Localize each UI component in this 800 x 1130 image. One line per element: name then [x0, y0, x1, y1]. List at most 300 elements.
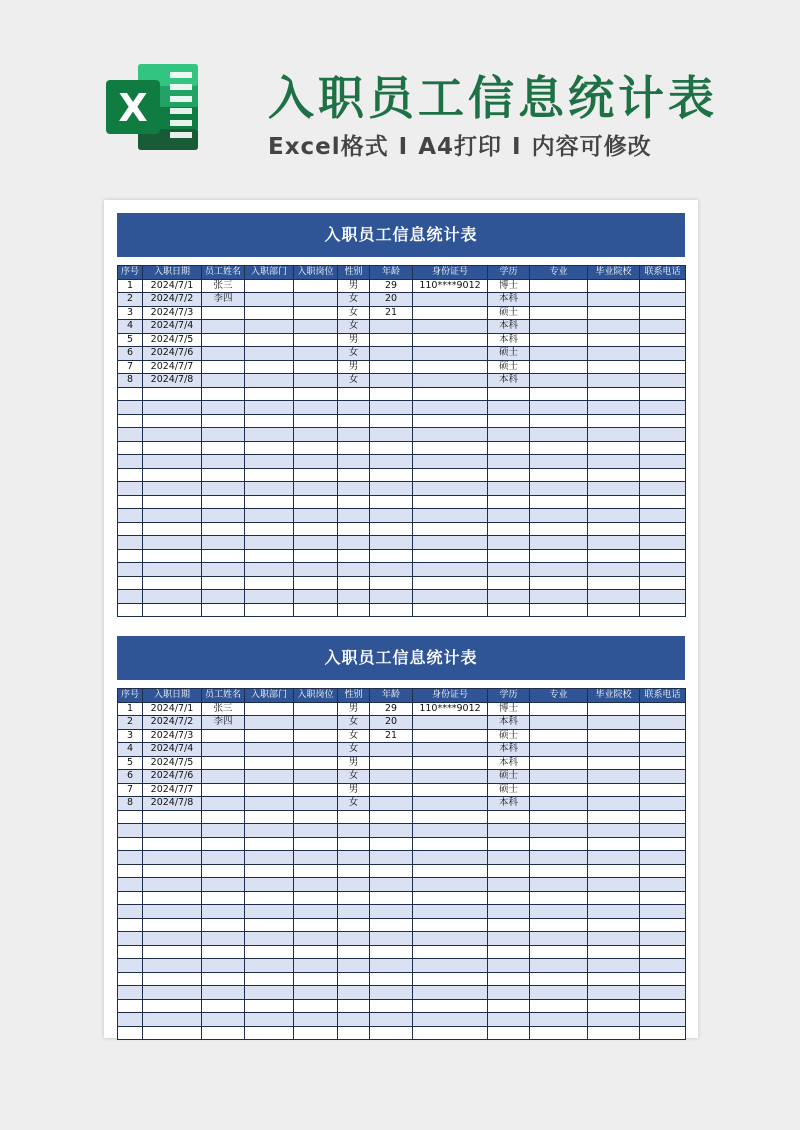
table-cell[interactable]: 女 — [338, 729, 370, 743]
table-cell[interactable] — [143, 414, 202, 428]
table-cell[interactable] — [488, 387, 530, 401]
table-cell[interactable] — [294, 959, 338, 973]
table-cell[interactable] — [530, 603, 588, 617]
table-cell[interactable] — [245, 824, 294, 838]
table-cell[interactable] — [245, 347, 294, 361]
table-cell[interactable] — [202, 959, 245, 973]
table-cell[interactable] — [640, 999, 686, 1013]
table-cell[interactable] — [413, 891, 488, 905]
table-cell[interactable] — [245, 401, 294, 415]
table-cell[interactable] — [640, 563, 686, 577]
table-cell[interactable] — [294, 414, 338, 428]
table-cell[interactable] — [588, 851, 640, 865]
table-cell[interactable] — [640, 810, 686, 824]
table-cell[interactable] — [143, 810, 202, 824]
table-cell[interactable] — [143, 918, 202, 932]
table-cell[interactable]: 6 — [118, 347, 143, 361]
table-cell[interactable] — [245, 999, 294, 1013]
table-cell[interactable] — [640, 401, 686, 415]
table-cell[interactable] — [118, 999, 143, 1013]
table-cell[interactable]: 博士 — [488, 702, 530, 716]
table-cell[interactable] — [488, 509, 530, 523]
table-cell[interactable]: 3 — [118, 306, 143, 320]
table-cell[interactable] — [488, 986, 530, 1000]
table-cell[interactable] — [413, 549, 488, 563]
table-cell[interactable] — [530, 716, 588, 730]
table-cell[interactable]: 女 — [338, 320, 370, 334]
table-cell[interactable] — [413, 509, 488, 523]
table-cell[interactable] — [245, 563, 294, 577]
table-cell[interactable] — [202, 783, 245, 797]
table-cell[interactable] — [202, 729, 245, 743]
table-cell[interactable] — [294, 333, 338, 347]
table-cell[interactable] — [413, 986, 488, 1000]
table-cell[interactable] — [530, 293, 588, 307]
table-cell[interactable] — [370, 374, 413, 388]
table-cell[interactable] — [294, 824, 338, 838]
table-cell[interactable] — [202, 482, 245, 496]
table-cell[interactable] — [202, 743, 245, 757]
table-cell[interactable] — [143, 959, 202, 973]
table-cell[interactable] — [143, 428, 202, 442]
table-cell[interactable] — [143, 932, 202, 946]
table-cell[interactable] — [413, 932, 488, 946]
table-cell[interactable]: 女 — [338, 347, 370, 361]
table-cell[interactable] — [294, 945, 338, 959]
table-cell[interactable] — [245, 851, 294, 865]
table-cell[interactable] — [588, 509, 640, 523]
table-cell[interactable] — [488, 522, 530, 536]
table-cell[interactable] — [530, 824, 588, 838]
table-cell[interactable]: 男 — [338, 279, 370, 293]
table-cell[interactable] — [370, 347, 413, 361]
table-cell[interactable]: 本科 — [488, 716, 530, 730]
table-cell[interactable] — [294, 468, 338, 482]
table-cell[interactable] — [370, 549, 413, 563]
table-cell[interactable]: 5 — [118, 756, 143, 770]
table-cell[interactable] — [245, 702, 294, 716]
table-cell[interactable] — [530, 306, 588, 320]
table-cell[interactable] — [294, 878, 338, 892]
table-cell[interactable] — [588, 878, 640, 892]
table-cell[interactable]: 硕士 — [488, 360, 530, 374]
table-cell[interactable] — [202, 986, 245, 1000]
table-cell[interactable] — [413, 972, 488, 986]
table-cell[interactable] — [370, 576, 413, 590]
table-cell[interactable] — [338, 603, 370, 617]
table-cell[interactable] — [370, 455, 413, 469]
table-cell[interactable] — [588, 1013, 640, 1027]
table-cell[interactable] — [588, 495, 640, 509]
table-cell[interactable] — [245, 590, 294, 604]
table-cell[interactable] — [294, 320, 338, 334]
table-cell[interactable] — [530, 918, 588, 932]
table-cell[interactable] — [338, 509, 370, 523]
table-cell[interactable] — [530, 986, 588, 1000]
table-cell[interactable] — [202, 837, 245, 851]
table-cell[interactable] — [413, 770, 488, 784]
table-cell[interactable] — [370, 918, 413, 932]
table-cell[interactable] — [588, 905, 640, 919]
table-cell[interactable] — [413, 333, 488, 347]
table-cell[interactable] — [488, 603, 530, 617]
table-cell[interactable] — [640, 360, 686, 374]
table-cell[interactable] — [588, 576, 640, 590]
table-cell[interactable] — [245, 603, 294, 617]
table-cell[interactable]: 男 — [338, 702, 370, 716]
table-cell[interactable] — [245, 716, 294, 730]
table-cell[interactable] — [413, 1013, 488, 1027]
table-cell[interactable] — [143, 455, 202, 469]
table-cell[interactable] — [143, 999, 202, 1013]
table-cell[interactable]: 硕士 — [488, 729, 530, 743]
table-cell[interactable] — [640, 333, 686, 347]
table-cell[interactable] — [202, 563, 245, 577]
table-cell[interactable] — [370, 837, 413, 851]
table-cell[interactable] — [370, 770, 413, 784]
table-cell[interactable] — [588, 959, 640, 973]
table-cell[interactable] — [245, 414, 294, 428]
table-cell[interactable] — [294, 972, 338, 986]
table-cell[interactable] — [588, 468, 640, 482]
table-cell[interactable] — [338, 536, 370, 550]
table-cell[interactable] — [143, 441, 202, 455]
table-cell[interactable] — [245, 293, 294, 307]
table-cell[interactable] — [338, 428, 370, 442]
table-cell[interactable] — [588, 932, 640, 946]
table-cell[interactable] — [640, 918, 686, 932]
table-cell[interactable] — [245, 522, 294, 536]
table-cell[interactable] — [370, 824, 413, 838]
table-cell[interactable] — [640, 851, 686, 865]
table-cell[interactable]: 女 — [338, 770, 370, 784]
table-cell[interactable] — [202, 603, 245, 617]
table-cell[interactable] — [640, 891, 686, 905]
table-cell[interactable] — [143, 522, 202, 536]
table-cell[interactable] — [488, 905, 530, 919]
table-cell[interactable]: 本科 — [488, 374, 530, 388]
table-cell[interactable] — [202, 891, 245, 905]
table-cell[interactable] — [370, 536, 413, 550]
table-cell[interactable] — [202, 810, 245, 824]
table-cell[interactable] — [530, 932, 588, 946]
table-cell[interactable] — [294, 603, 338, 617]
table-cell[interactable] — [413, 468, 488, 482]
table-cell[interactable] — [488, 837, 530, 851]
table-cell[interactable]: 3 — [118, 729, 143, 743]
table-cell[interactable] — [202, 824, 245, 838]
table-cell[interactable] — [245, 837, 294, 851]
table-cell[interactable] — [413, 945, 488, 959]
table-cell[interactable]: 男 — [338, 360, 370, 374]
table-cell[interactable] — [294, 360, 338, 374]
table-cell[interactable] — [245, 1026, 294, 1040]
table-cell[interactable] — [294, 864, 338, 878]
table-cell[interactable] — [202, 428, 245, 442]
table-cell[interactable] — [370, 509, 413, 523]
table-cell[interactable] — [640, 536, 686, 550]
table-cell[interactable] — [488, 999, 530, 1013]
table-cell[interactable] — [338, 878, 370, 892]
table-cell[interactable] — [143, 468, 202, 482]
table-cell[interactable] — [588, 401, 640, 415]
table-cell[interactable] — [338, 851, 370, 865]
table-cell[interactable] — [530, 576, 588, 590]
table-cell[interactable] — [143, 509, 202, 523]
table-cell[interactable]: 本科 — [488, 293, 530, 307]
table-cell[interactable] — [413, 783, 488, 797]
table-cell[interactable] — [143, 905, 202, 919]
table-cell[interactable] — [294, 576, 338, 590]
table-cell[interactable]: 女 — [338, 797, 370, 811]
table-cell[interactable] — [245, 932, 294, 946]
table-cell[interactable] — [118, 810, 143, 824]
table-cell[interactable] — [370, 999, 413, 1013]
table-cell[interactable] — [202, 945, 245, 959]
table-cell[interactable]: 硕士 — [488, 783, 530, 797]
table-cell[interactable] — [294, 482, 338, 496]
table-cell[interactable] — [413, 810, 488, 824]
table-cell[interactable] — [294, 1013, 338, 1027]
table-cell[interactable] — [413, 999, 488, 1013]
table-cell[interactable] — [640, 468, 686, 482]
table-cell[interactable]: 4 — [118, 743, 143, 757]
table-cell[interactable] — [588, 837, 640, 851]
table-cell[interactable] — [530, 468, 588, 482]
table-cell[interactable] — [202, 1026, 245, 1040]
table-cell[interactable] — [640, 347, 686, 361]
table-cell[interactable] — [370, 986, 413, 1000]
table-cell[interactable] — [370, 959, 413, 973]
table-cell[interactable] — [413, 360, 488, 374]
table-cell[interactable] — [202, 1013, 245, 1027]
table-cell[interactable]: 2024/7/4 — [143, 320, 202, 334]
table-cell[interactable] — [588, 1026, 640, 1040]
table-cell[interactable] — [245, 756, 294, 770]
table-cell[interactable]: 女 — [338, 716, 370, 730]
table-cell[interactable] — [202, 536, 245, 550]
table-cell[interactable] — [294, 986, 338, 1000]
table-cell[interactable] — [413, 536, 488, 550]
table-cell[interactable] — [488, 891, 530, 905]
table-cell[interactable] — [588, 918, 640, 932]
table-cell[interactable] — [530, 905, 588, 919]
table-cell[interactable]: 博士 — [488, 279, 530, 293]
table-cell[interactable] — [245, 783, 294, 797]
table-cell[interactable] — [294, 1026, 338, 1040]
table-cell[interactable] — [413, 482, 488, 496]
table-cell[interactable] — [143, 549, 202, 563]
table-cell[interactable] — [588, 387, 640, 401]
table-cell[interactable]: 本科 — [488, 333, 530, 347]
table-cell[interactable] — [143, 576, 202, 590]
table-cell[interactable] — [118, 603, 143, 617]
table-cell[interactable]: 2024/7/6 — [143, 347, 202, 361]
table-cell[interactable] — [202, 864, 245, 878]
table-cell[interactable] — [245, 770, 294, 784]
table-cell[interactable] — [588, 374, 640, 388]
table-cell[interactable] — [370, 401, 413, 415]
table-cell[interactable] — [640, 945, 686, 959]
table-cell[interactable] — [488, 482, 530, 496]
table-cell[interactable] — [338, 549, 370, 563]
table-cell[interactable] — [640, 279, 686, 293]
table-cell[interactable] — [245, 810, 294, 824]
table-cell[interactable] — [588, 999, 640, 1013]
table-cell[interactable] — [413, 878, 488, 892]
table-cell[interactable] — [588, 590, 640, 604]
table-cell[interactable] — [413, 347, 488, 361]
table-cell[interactable] — [640, 549, 686, 563]
table-cell[interactable] — [488, 824, 530, 838]
table-cell[interactable] — [530, 999, 588, 1013]
table-cell[interactable] — [588, 306, 640, 320]
table-cell[interactable] — [245, 905, 294, 919]
table-cell[interactable] — [118, 878, 143, 892]
table-cell[interactable] — [530, 797, 588, 811]
table-cell[interactable] — [640, 729, 686, 743]
table-cell[interactable] — [413, 441, 488, 455]
table-cell[interactable] — [530, 756, 588, 770]
table-cell[interactable] — [338, 576, 370, 590]
table-cell[interactable] — [118, 576, 143, 590]
table-cell[interactable] — [530, 810, 588, 824]
table-cell[interactable] — [245, 441, 294, 455]
table-cell[interactable] — [413, 918, 488, 932]
table-cell[interactable] — [202, 401, 245, 415]
table-cell[interactable] — [588, 360, 640, 374]
table-cell[interactable] — [338, 972, 370, 986]
table-cell[interactable] — [294, 770, 338, 784]
table-cell[interactable]: 8 — [118, 374, 143, 388]
table-cell[interactable] — [588, 414, 640, 428]
table-cell[interactable] — [245, 360, 294, 374]
table-cell[interactable] — [294, 536, 338, 550]
table-cell[interactable] — [488, 576, 530, 590]
table-cell[interactable] — [640, 522, 686, 536]
table-cell[interactable]: 本科 — [488, 743, 530, 757]
table-cell[interactable] — [338, 522, 370, 536]
table-cell[interactable] — [202, 756, 245, 770]
table-cell[interactable] — [530, 945, 588, 959]
table-cell[interactable] — [588, 482, 640, 496]
table-cell[interactable] — [530, 360, 588, 374]
table-cell[interactable] — [338, 918, 370, 932]
table-cell[interactable] — [202, 455, 245, 469]
table-cell[interactable] — [488, 590, 530, 604]
table-cell[interactable] — [640, 576, 686, 590]
table-cell[interactable] — [413, 374, 488, 388]
table-cell[interactable] — [294, 549, 338, 563]
table-cell[interactable] — [118, 864, 143, 878]
table-cell[interactable] — [118, 590, 143, 604]
table-cell[interactable] — [370, 891, 413, 905]
table-cell[interactable]: 20 — [370, 293, 413, 307]
table-cell[interactable]: 4 — [118, 320, 143, 334]
table-cell[interactable] — [640, 837, 686, 851]
table-cell[interactable] — [338, 810, 370, 824]
table-cell[interactable] — [143, 590, 202, 604]
table-cell[interactable]: 2024/7/6 — [143, 770, 202, 784]
table-cell[interactable] — [245, 428, 294, 442]
table-cell[interactable]: 张三 — [202, 702, 245, 716]
table-cell[interactable] — [202, 797, 245, 811]
table-cell[interactable] — [530, 509, 588, 523]
table-cell[interactable] — [640, 905, 686, 919]
table-cell[interactable] — [640, 824, 686, 838]
table-cell[interactable] — [294, 716, 338, 730]
table-cell[interactable] — [640, 414, 686, 428]
table-cell[interactable] — [294, 702, 338, 716]
table-cell[interactable] — [588, 891, 640, 905]
table-cell[interactable] — [202, 387, 245, 401]
table-cell[interactable] — [588, 729, 640, 743]
table-cell[interactable] — [245, 549, 294, 563]
table-cell[interactable] — [588, 347, 640, 361]
table-cell[interactable] — [118, 824, 143, 838]
table-cell[interactable] — [294, 387, 338, 401]
table-cell[interactable] — [588, 864, 640, 878]
table-cell[interactable] — [202, 441, 245, 455]
table-cell[interactable] — [338, 932, 370, 946]
table-cell[interactable] — [245, 482, 294, 496]
table-cell[interactable] — [530, 536, 588, 550]
table-cell[interactable]: 2024/7/5 — [143, 756, 202, 770]
table-cell[interactable] — [294, 743, 338, 757]
table-cell[interactable] — [338, 441, 370, 455]
table-cell[interactable] — [294, 590, 338, 604]
table-cell[interactable] — [370, 563, 413, 577]
table-cell[interactable] — [118, 455, 143, 469]
table-cell[interactable] — [588, 333, 640, 347]
table-cell[interactable] — [338, 986, 370, 1000]
table-cell[interactable]: 2024/7/2 — [143, 716, 202, 730]
table-cell[interactable]: 20 — [370, 716, 413, 730]
table-cell[interactable] — [370, 810, 413, 824]
table-cell[interactable] — [370, 1026, 413, 1040]
table-cell[interactable] — [488, 495, 530, 509]
table-cell[interactable]: 硕士 — [488, 770, 530, 784]
table-cell[interactable] — [488, 878, 530, 892]
table-cell[interactable] — [488, 549, 530, 563]
table-cell[interactable] — [588, 522, 640, 536]
table-cell[interactable] — [245, 945, 294, 959]
table-cell[interactable] — [588, 549, 640, 563]
table-cell[interactable]: 2024/7/7 — [143, 783, 202, 797]
table-cell[interactable] — [245, 729, 294, 743]
table-cell[interactable] — [370, 522, 413, 536]
table-cell[interactable] — [588, 441, 640, 455]
table-cell[interactable] — [413, 293, 488, 307]
table-cell[interactable] — [413, 824, 488, 838]
table-cell[interactable] — [640, 455, 686, 469]
table-cell[interactable]: 21 — [370, 729, 413, 743]
table-cell[interactable] — [294, 797, 338, 811]
table-cell[interactable] — [202, 770, 245, 784]
table-cell[interactable] — [588, 428, 640, 442]
table-cell[interactable] — [202, 576, 245, 590]
table-cell[interactable] — [294, 851, 338, 865]
table-cell[interactable] — [370, 972, 413, 986]
table-cell[interactable] — [588, 563, 640, 577]
table-cell[interactable] — [143, 1026, 202, 1040]
table-cell[interactable] — [488, 959, 530, 973]
table-cell[interactable] — [294, 293, 338, 307]
table-cell[interactable] — [294, 509, 338, 523]
table-cell[interactable] — [202, 918, 245, 932]
table-cell[interactable] — [338, 1013, 370, 1027]
table-cell[interactable] — [294, 495, 338, 509]
